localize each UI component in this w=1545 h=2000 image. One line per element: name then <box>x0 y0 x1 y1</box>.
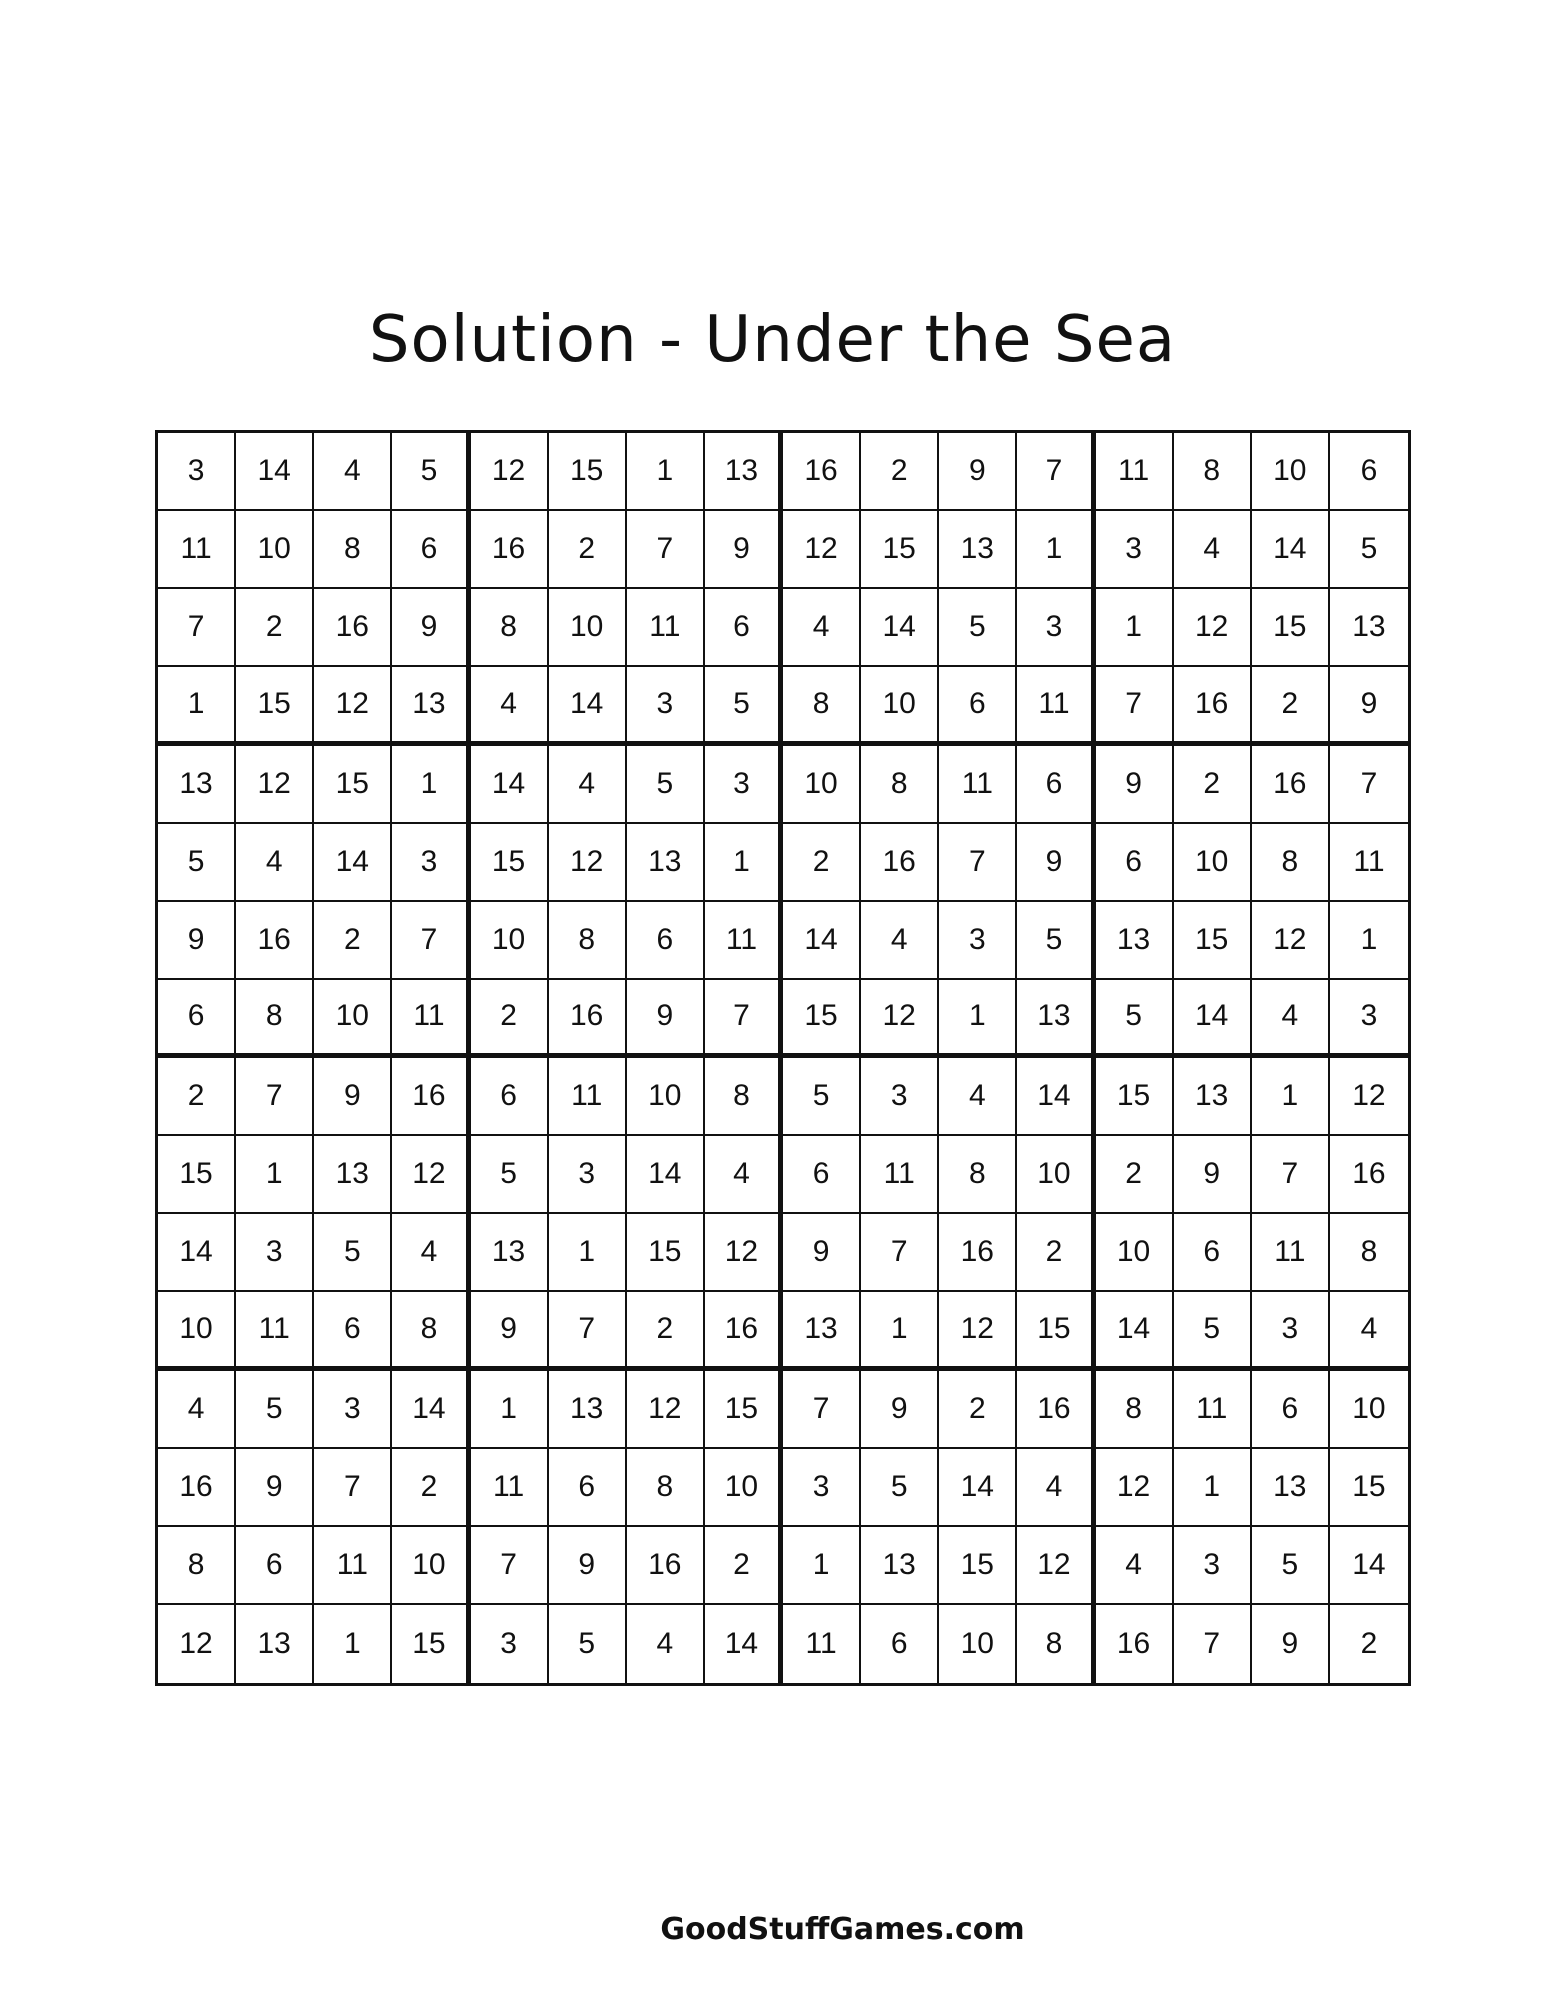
grid-cell: 8 <box>392 1292 470 1370</box>
grid-cell: 2 <box>158 1058 236 1136</box>
grid-cell: 8 <box>861 746 939 824</box>
grid-cell: 5 <box>1252 1527 1330 1605</box>
grid-cell: 6 <box>314 1292 392 1370</box>
grid-cell: 12 <box>549 824 627 902</box>
grid-cell: 10 <box>392 1527 470 1605</box>
grid-cell: 2 <box>392 1449 470 1527</box>
grid-cell: 7 <box>705 980 783 1058</box>
grid-cell: 12 <box>783 511 861 589</box>
grid-cell: 15 <box>861 511 939 589</box>
grid-cell: 13 <box>1330 589 1408 667</box>
grid-cell: 15 <box>1017 1292 1095 1370</box>
grid-cell: 16 <box>627 1527 705 1605</box>
grid-cell: 4 <box>471 667 549 745</box>
grid-cell: 4 <box>939 1058 1017 1136</box>
grid-cell: 9 <box>1017 824 1095 902</box>
grid-cell: 15 <box>471 824 549 902</box>
grid-cell: 4 <box>1252 980 1330 1058</box>
grid-cell: 16 <box>549 980 627 1058</box>
grid-cell: 3 <box>549 1136 627 1214</box>
grid-cell: 12 <box>471 433 549 511</box>
grid-cell: 11 <box>549 1058 627 1136</box>
grid-cell: 3 <box>1330 980 1408 1058</box>
grid-cell: 16 <box>236 902 314 980</box>
grid-cell: 1 <box>705 824 783 902</box>
grid-cell: 15 <box>1174 902 1252 980</box>
grid-cell: 6 <box>1252 1371 1330 1449</box>
grid-cell: 6 <box>236 1527 314 1605</box>
grid-cell: 11 <box>1174 1371 1252 1449</box>
grid-cell: 7 <box>1252 1136 1330 1214</box>
grid-cell: 3 <box>783 1449 861 1527</box>
grid-cell: 2 <box>314 902 392 980</box>
grid-cell: 4 <box>1096 1527 1174 1605</box>
grid-cell: 5 <box>314 1214 392 1292</box>
grid-cell: 6 <box>549 1449 627 1527</box>
grid-cell: 14 <box>471 746 549 824</box>
grid-cell: 5 <box>236 1371 314 1449</box>
page-title: Solution - Under the Sea <box>368 303 1177 377</box>
grid-cell: 5 <box>939 589 1017 667</box>
grid-cell: 2 <box>1017 1214 1095 1292</box>
grid-cell: 2 <box>861 433 939 511</box>
grid-cell: 9 <box>549 1527 627 1605</box>
grid-cell: 8 <box>1096 1371 1174 1449</box>
grid-cell: 16 <box>705 1292 783 1370</box>
grid-cell: 5 <box>1017 902 1095 980</box>
grid-cell: 9 <box>705 511 783 589</box>
grid-cell: 3 <box>314 1371 392 1449</box>
grid-cell: 11 <box>783 1605 861 1683</box>
grid-cell: 7 <box>627 511 705 589</box>
grid-cell: 10 <box>705 1449 783 1527</box>
grid-cell: 4 <box>783 589 861 667</box>
grid-cell: 2 <box>1174 746 1252 824</box>
grid-cell: 1 <box>1096 589 1174 667</box>
grid-cell: 6 <box>1330 433 1408 511</box>
grid-cell: 11 <box>158 511 236 589</box>
grid-cell: 7 <box>1330 746 1408 824</box>
grid-cell: 4 <box>1174 511 1252 589</box>
grid-cell: 12 <box>1252 902 1330 980</box>
grid-cell: 10 <box>627 1058 705 1136</box>
grid-cell: 2 <box>783 824 861 902</box>
grid-cell: 7 <box>549 1292 627 1370</box>
grid-cell: 13 <box>549 1371 627 1449</box>
grid-cell: 9 <box>627 980 705 1058</box>
grid-cell: 3 <box>392 824 470 902</box>
grid-cell: 5 <box>783 1058 861 1136</box>
grid-cell: 9 <box>861 1371 939 1449</box>
grid-cell: 4 <box>1017 1449 1095 1527</box>
grid-cell: 6 <box>1017 746 1095 824</box>
grid-cell: 2 <box>1360 1626 1378 1660</box>
grid-cell: 1 <box>1174 1449 1252 1527</box>
grid-cell: 8 <box>236 980 314 1058</box>
grid-cell: 14 <box>314 824 392 902</box>
grid-cell: 13 <box>392 667 470 745</box>
grid-cell: 4 <box>861 902 939 980</box>
grid-cell: 1 <box>314 1605 392 1683</box>
grid-cell: 8 <box>705 1058 783 1136</box>
grid-cell: 9 <box>1174 1136 1252 1214</box>
grid-cell: 14 <box>549 667 627 745</box>
grid-cell: 11 <box>861 1136 939 1214</box>
grid-cell: 16 <box>314 589 392 667</box>
grid-cell: 12 <box>1174 589 1252 667</box>
grid-cell: 14 <box>1330 1527 1408 1605</box>
grid-cell: 1 <box>627 433 705 511</box>
grid-cell: 14 <box>705 1605 783 1683</box>
grid-cell: 15 <box>1330 1449 1408 1527</box>
grid-cell: 5 <box>158 824 236 902</box>
grid-cell: 6 <box>1174 1214 1252 1292</box>
grid-cell: 16 <box>392 1058 470 1136</box>
grid-cell: 8 <box>1017 1605 1095 1683</box>
grid-cell: 15 <box>705 1371 783 1449</box>
grid-cell: 5 <box>471 1136 549 1214</box>
grid-cell: 7 <box>1017 433 1095 511</box>
grid-cell: 6 <box>861 1605 939 1683</box>
grid-cell: 15 <box>939 1527 1017 1605</box>
grid-cell: 1 <box>392 746 470 824</box>
grid-cell: 9 <box>314 1058 392 1136</box>
grid-cell: 12 <box>1017 1527 1095 1605</box>
grid-cell: 13 <box>1174 1058 1252 1136</box>
grid-cell: 4 <box>549 746 627 824</box>
grid-cell: 16 <box>1174 667 1252 745</box>
grid-cell: 14 <box>392 1371 470 1449</box>
grid-cell: 11 <box>1330 824 1408 902</box>
grid-cell: 3 <box>1096 511 1174 589</box>
grid-cell: 7 <box>158 589 236 667</box>
grid-cell: 13 <box>627 824 705 902</box>
grid-cell: 14 <box>939 1449 1017 1527</box>
grid-cell: 12 <box>1330 1058 1408 1136</box>
grid-cell: 1 <box>549 1214 627 1292</box>
grid-cell: 5 <box>1330 511 1408 589</box>
grid-cell: 2 <box>1096 1136 1174 1214</box>
grid-cell: 1 <box>1330 902 1408 980</box>
grid-cell: 7 <box>236 1058 314 1136</box>
sudoku-grid <box>155 430 1411 1686</box>
grid-cell: 16 <box>158 1449 236 1527</box>
grid-cell: 11 <box>392 980 470 1058</box>
grid-cell: 8 <box>471 589 549 667</box>
grid-cell: 6 <box>783 1136 861 1214</box>
grid-cell: 6 <box>1096 824 1174 902</box>
grid-cell: 3 <box>1017 589 1095 667</box>
grid-cell: 3 <box>236 1214 314 1292</box>
grid-cell: 2 <box>471 980 549 1058</box>
grid-cell: 11 <box>471 1449 549 1527</box>
grid-cell: 15 <box>314 746 392 824</box>
grid-cell: 14 <box>1174 980 1252 1058</box>
grid-cell: 6 <box>627 902 705 980</box>
grid-cell: 6 <box>471 1058 549 1136</box>
grid-cell: 3 <box>939 902 1017 980</box>
grid-cell: 9 <box>158 902 236 980</box>
grid-cell: 12 <box>236 746 314 824</box>
grid-cell: 5 <box>1096 980 1174 1058</box>
grid-cell: 11 <box>1096 433 1174 511</box>
grid-cell: 1 <box>939 980 1017 1058</box>
grid-cell: 7 <box>939 824 1017 902</box>
grid-cell: 13 <box>939 511 1017 589</box>
grid-cell: 10 <box>549 589 627 667</box>
grid-cell: 12 <box>705 1214 783 1292</box>
grid-cell: 9 <box>392 589 470 667</box>
grid-cell: 2 <box>549 511 627 589</box>
grid-cell: 15 <box>236 667 314 745</box>
grid-cell: 13 <box>783 1292 861 1370</box>
grid-cell: 2 <box>236 589 314 667</box>
grid-cell: 8 <box>939 1136 1017 1214</box>
grid-cell: 8 <box>314 511 392 589</box>
grid-cell: 10 <box>1330 1371 1408 1449</box>
grid-cell: 6 <box>939 667 1017 745</box>
grid-cell: 12 <box>861 980 939 1058</box>
grid-cell: 7 <box>471 1527 549 1605</box>
grid-cell: 13 <box>705 433 783 511</box>
footer-site-name: GoodStuffGames.com <box>660 1912 1025 1947</box>
grid-cell: 16 <box>1096 1605 1174 1683</box>
grid-cell: 12 <box>939 1292 1017 1370</box>
grid-cell: 4 <box>627 1605 705 1683</box>
grid-cell: 12 <box>158 1605 236 1683</box>
grid-cell: 3 <box>471 1605 549 1683</box>
grid-cell: 7 <box>1096 667 1174 745</box>
grid-cell: 15 <box>158 1136 236 1214</box>
grid-cell: 16 <box>1252 746 1330 824</box>
grid-cell: 14 <box>861 589 939 667</box>
grid-cell: 13 <box>1252 1449 1330 1527</box>
grid-cell: 11 <box>939 746 1017 824</box>
grid-cell: 16 <box>1017 1371 1095 1449</box>
grid-cell: 4 <box>705 1136 783 1214</box>
grid-cell: 11 <box>236 1292 314 1370</box>
grid-cell: 9 <box>1330 667 1408 745</box>
grid-cell: 4 <box>236 824 314 902</box>
grid-cell: 4 <box>392 1214 470 1292</box>
grid-cell: 2 <box>627 1292 705 1370</box>
grid-cell: 10 <box>314 980 392 1058</box>
grid-cell: 7 <box>314 1449 392 1527</box>
grid-cell: 15 <box>549 433 627 511</box>
grid-cell: 2 <box>939 1371 1017 1449</box>
grid-cell: 13 <box>314 1136 392 1214</box>
grid-cell: 15 <box>783 980 861 1058</box>
grid-cell: 10 <box>471 902 549 980</box>
grid-cell: 6 <box>392 511 470 589</box>
grid-cell: 16 <box>861 824 939 902</box>
grid-cell: 16 <box>939 1214 1017 1292</box>
grid-cell: 11 <box>1252 1214 1330 1292</box>
grid-cell: 7 <box>392 902 470 980</box>
grid-cell: 5 <box>627 746 705 824</box>
grid-cell: 1 <box>783 1527 861 1605</box>
grid-cell: 10 <box>1174 824 1252 902</box>
grid-cell: 11 <box>627 589 705 667</box>
grid-cell: 8 <box>1174 433 1252 511</box>
grid-cell: 14 <box>236 433 314 511</box>
grid-cell: 10 <box>783 746 861 824</box>
grid-cell: 13 <box>1017 980 1095 1058</box>
grid-cell: 13 <box>158 746 236 824</box>
grid-cell: 10 <box>158 1292 236 1370</box>
grid-cell: 7 <box>783 1371 861 1449</box>
grid-cell: 14 <box>1252 511 1330 589</box>
grid-cell: 2 <box>1252 667 1330 745</box>
grid-cell: 8 <box>549 902 627 980</box>
grid-cell: 3 <box>158 433 236 511</box>
grid-cell: 1 <box>471 1371 549 1449</box>
grid-cell: 9 <box>236 1449 314 1527</box>
grid-cell: 8 <box>1252 824 1330 902</box>
grid-cell: 12 <box>1096 1449 1174 1527</box>
grid-cell: 2 <box>705 1527 783 1605</box>
grid-cell: 11 <box>314 1527 392 1605</box>
grid-cell: 12 <box>392 1136 470 1214</box>
grid-cell: 15 <box>627 1214 705 1292</box>
grid-cell: 1 <box>861 1292 939 1370</box>
grid-cell: 3 <box>1252 1292 1330 1370</box>
grid-cell: 14 <box>783 902 861 980</box>
grid-cell: 14 <box>627 1136 705 1214</box>
grid-cell: 15 <box>1252 589 1330 667</box>
grid-cell: 14 <box>1017 1058 1095 1136</box>
grid-cell: 5 <box>392 433 470 511</box>
grid-cell: 1 <box>158 667 236 745</box>
grid-cell: 15 <box>1096 1058 1174 1136</box>
grid-cell: 6 <box>705 589 783 667</box>
grid-cell: 4 <box>314 433 392 511</box>
grid-cell: 8 <box>783 667 861 745</box>
grid-cell: 11 <box>1017 667 1095 745</box>
grid-cell: 5 <box>549 1605 627 1683</box>
grid-cell: 9 <box>1096 746 1174 824</box>
grid-cell: 8 <box>627 1449 705 1527</box>
grid-cell: 1 <box>1252 1058 1330 1136</box>
grid-cell: 16 <box>783 433 861 511</box>
grid-cell: 13 <box>236 1605 314 1683</box>
grid-cell: 4 <box>1330 1292 1408 1370</box>
grid-cell: 13 <box>1096 902 1174 980</box>
grid-cell: 11 <box>705 902 783 980</box>
grid-cell: 1 <box>1017 511 1095 589</box>
grid-cell: 6 <box>158 980 236 1058</box>
grid-cell: 1 <box>236 1136 314 1214</box>
grid-cell: 12 <box>314 667 392 745</box>
grid-cell: 12 <box>627 1371 705 1449</box>
grid-cell: 13 <box>861 1527 939 1605</box>
grid-cell: 3 <box>627 667 705 745</box>
grid-cell: 15 <box>392 1605 470 1683</box>
grid-cell: 9 <box>939 433 1017 511</box>
grid-cell: 10 <box>1096 1214 1174 1292</box>
grid-cell: 9 <box>471 1292 549 1370</box>
grid-cell: 9 <box>1252 1605 1330 1683</box>
grid-cell: 9 <box>783 1214 861 1292</box>
grid-cell: 10 <box>1017 1136 1095 1214</box>
grid-cell: 3 <box>861 1058 939 1136</box>
grid-cell: 4 <box>158 1371 236 1449</box>
grid-cell: 10 <box>939 1605 1017 1683</box>
grid-cell: 8 <box>1330 1214 1408 1292</box>
grid-cell: 5 <box>1174 1292 1252 1370</box>
grid-cell: 5 <box>705 667 783 745</box>
grid-cell: 10 <box>1252 433 1330 511</box>
grid-cell: 7 <box>861 1214 939 1292</box>
grid-cell: 3 <box>1174 1527 1252 1605</box>
grid-cell: 14 <box>1096 1292 1174 1370</box>
grid-cell: 3 <box>705 746 783 824</box>
grid-cell: 16 <box>471 511 549 589</box>
grid-cell: 16 <box>1330 1136 1408 1214</box>
grid-cell: 13 <box>471 1214 549 1292</box>
grid-cell: 10 <box>236 511 314 589</box>
grid-cell: 8 <box>158 1527 236 1605</box>
grid-cell: 7 <box>1174 1605 1252 1683</box>
grid-cell: 10 <box>861 667 939 745</box>
grid-cell: 5 <box>861 1449 939 1527</box>
grid-cell: 14 <box>158 1214 236 1292</box>
